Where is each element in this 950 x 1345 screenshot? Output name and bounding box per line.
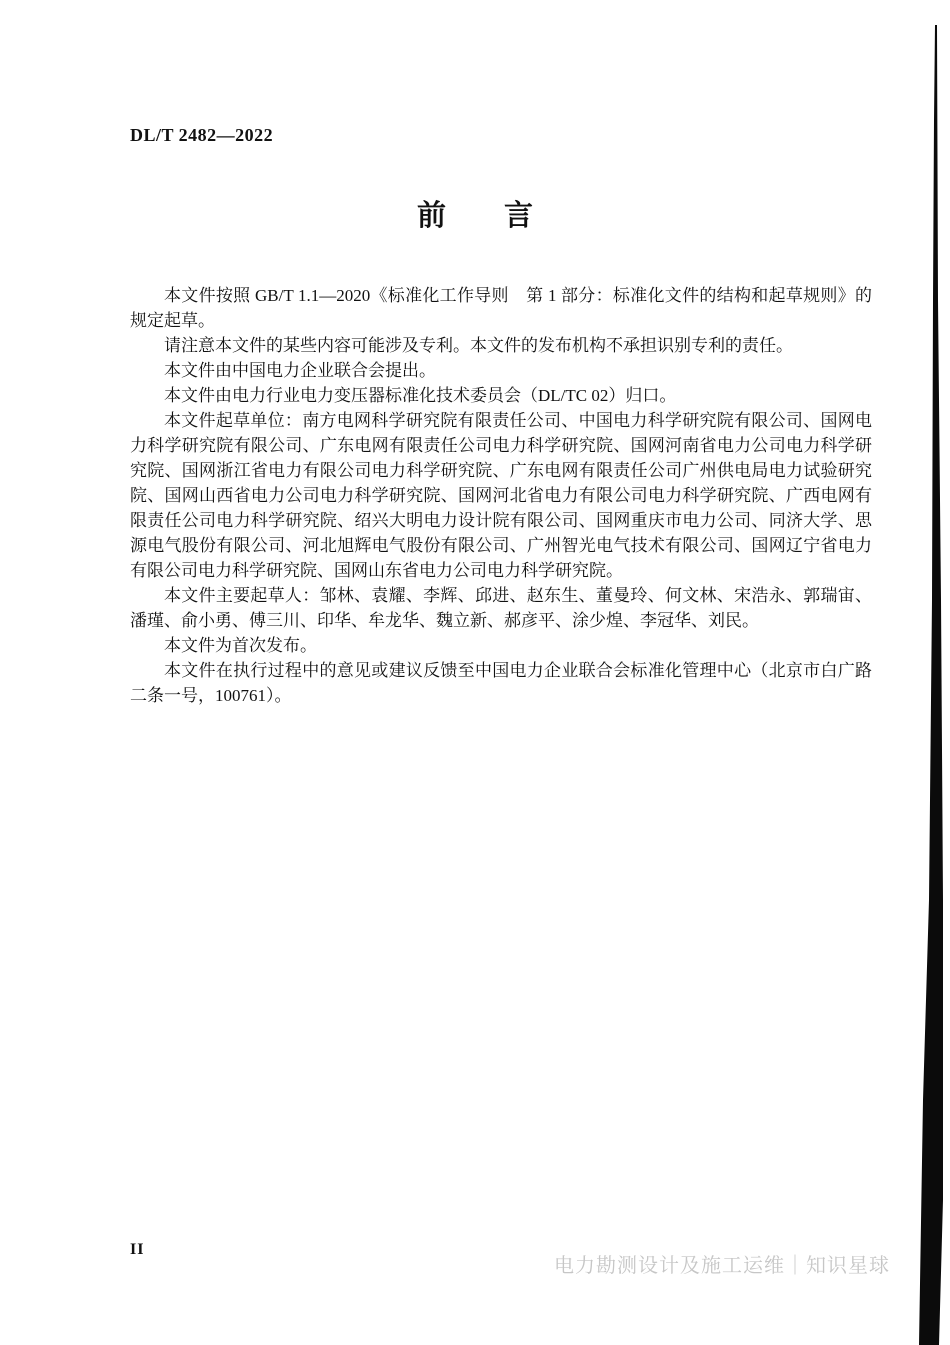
paragraph-patent-notice: 请注意本文件的某些内容可能涉及专利。本文件的发布机构不承担识别专利的责任。	[164, 336, 793, 355]
watermark-text: 电力勘测设计及施工运维｜知识星球	[554, 1255, 890, 1277]
paragraph-main-drafters: 本文件主要起草人：邹林、袁耀、李辉、邱进、赵东生、董曼玲、何文林、宋浩永、郭瑞宙、潘瑾、俞小勇、傅三川、印华、牟龙华、魏立新、郝彦平、涂少煌、李冠华、刘民。	[130, 586, 872, 630]
paragraph-drafting-organizations: 本文件起草单位：南方电网科学研究院有限责任公司、中国电力科学研究院有限公司、国网电力科学研究院有限公司、广东电网有限责任公司电力科学研究院、国网河南省电力公司电力科学研究院、国网浙江省电力有限公司电力科学研究院、广东电网有限责任公司广州供电局电力试验研究院、国网山西省电力公司电力科学研究院、国网河北省电力有限公司电力科学研究院、广西电网有限责任公司电力科学研究院、绍兴大明电力设计院有限公司、国网重庆市电力公司、同济大学、思源电气股份有限公司、河北旭辉电气股份有限公司、广州智光电气技术有限公司、国网辽宁省电力有限公司电力科学研究院、国网山东省电力公司电力科学研究院。	[130, 411, 872, 580]
foreword-title: 前 言	[416, 200, 533, 232]
paragraph-centralized-by: 本文件由电力行业电力变压器标准化技术委员会（DL/TC 02）归口。	[164, 386, 677, 405]
standard-number: DL/T 2482—2022	[130, 125, 274, 145]
paragraph-drafting-rules: 本文件按照 GB/T 1.1—2020《标准化工作导则 第 1 部分：标准化文件的结构和起草规则》的规定起草。	[130, 286, 872, 330]
paragraph-proposed-by: 本文件由中国电力企业联合会提出。	[164, 361, 436, 380]
foreword-body	[130, 283, 872, 708]
page-number: II	[130, 1241, 145, 1258]
paragraph-first-issue: 本文件为首次发布。	[164, 636, 317, 655]
paragraph-feedback-address: 本文件在执行过程中的意见或建议反馈至中国电力企业联合会标准化管理中心（北京市白广路二条一号，100761）。	[130, 661, 872, 705]
